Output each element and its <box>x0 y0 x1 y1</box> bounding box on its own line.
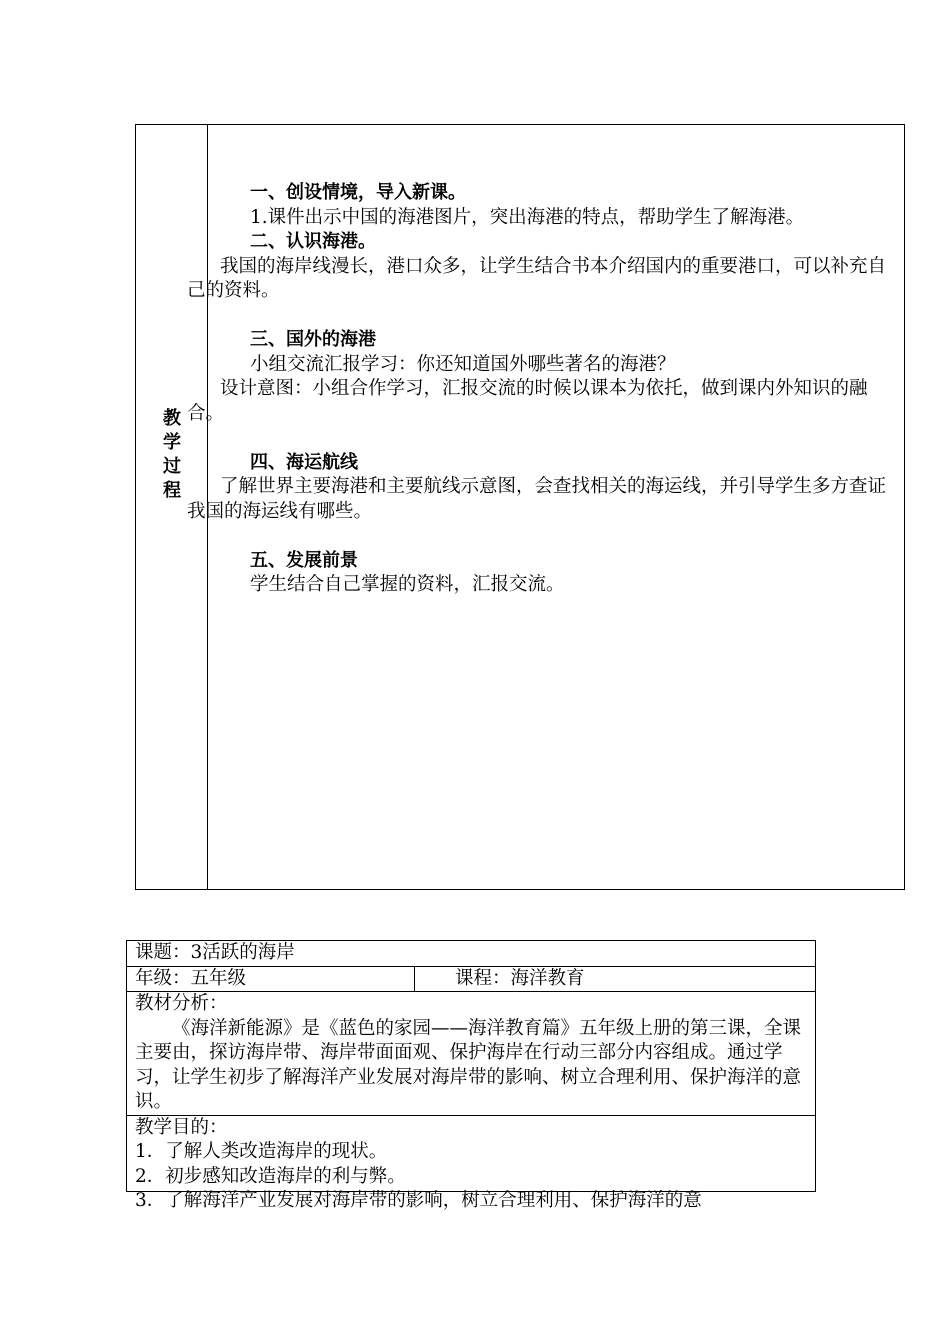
section-paragraph: 设计意图：小组合作学习，汇报交流的时候以课本为依托，做到课内外知识的融合。 <box>187 378 868 424</box>
section-heading-1: 一、创设情境，导入新课。 <box>250 182 466 203</box>
section-paragraph: 了解世界主要海港和主要航线示意图，会查找相关的海运线，并引导学生多方查证我国的海运线有哪些。 <box>187 476 887 522</box>
section-paragraph: 学生结合自己掌握的资料，汇报交流。 <box>250 574 565 595</box>
goal-item: 2．初步感知改造海岸的利与弊。 <box>135 1165 406 1187</box>
goal-item: 1．了解人类改造海岸的现状。 <box>135 1141 388 1162</box>
course-cell: 课程：海洋教育 <box>455 967 585 989</box>
lesson-info-table <box>126 940 816 1211</box>
topic-row <box>127 941 815 966</box>
lesson-topic: 课题：3活跃的海岸 <box>135 942 295 963</box>
label-char: 学 <box>163 432 181 453</box>
analysis-title: 教材分析： <box>135 993 228 1014</box>
grade-cell: 年级：五年级 <box>127 967 415 992</box>
section-heading-5: 五、发展前景 <box>250 549 358 571</box>
label-char: 过 <box>163 456 181 477</box>
goal-item: 3．了解海洋产业发展对海岸带的影响，树立合理利用、保护海洋的意 <box>135 1190 702 1211</box>
section-paragraph: 1.课件出示中国的海港图片，突出海港的特点，帮助学生了解海港。 <box>250 206 805 228</box>
section-heading-3: 三、国外的海港 <box>250 329 376 350</box>
grade-course-row <box>127 966 815 992</box>
goals-row <box>127 1115 815 1211</box>
goals-title: 教学目的： <box>135 1116 228 1138</box>
section-paragraph: 我国的海岸线漫长，港口众多，让学生结合书本介绍国内的重要港口，可以补充自己的资料。 <box>187 255 887 301</box>
analysis-text: 《海洋新能源》是《蓝色的家园——海洋教育篇》五年级上册的第三课，全课主要由，探访海岸带、海岸带面面观、保护海岸在行动三部分内容组成。通过学习，让学生初步了解海洋产业发展对海岸带的影响、树立合理利用、保护海洋的意识。 <box>135 1017 802 1112</box>
section-heading-2: 二、认识海港。 <box>250 231 376 252</box>
section-paragraph: 小组交流汇报学习：你还知道国外哪些著名的海港？ <box>250 353 676 375</box>
label-char: 教 <box>163 408 181 429</box>
teaching-process-table <box>135 124 905 890</box>
label-char: 程 <box>163 480 181 501</box>
section-heading-4: 四、海运航线 <box>250 451 358 473</box>
analysis-row <box>127 991 815 1115</box>
process-content <box>187 181 903 598</box>
